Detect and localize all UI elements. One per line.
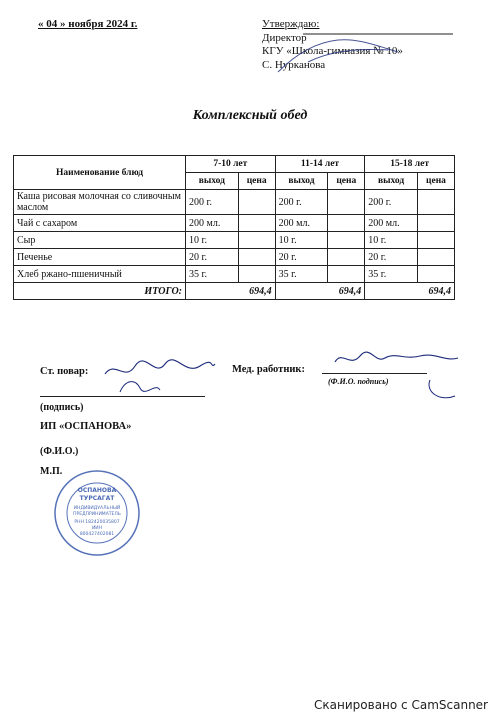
cell-output: 200 г. — [186, 190, 239, 215]
sub-header-price: цена — [238, 173, 275, 190]
total-row — [14, 283, 455, 300]
column-header-age: 15-18 лет — [365, 156, 455, 173]
cook-signature — [100, 352, 220, 397]
cell-price — [328, 215, 365, 232]
cell-output: 20 г. — [275, 249, 328, 266]
cell-price — [417, 190, 454, 215]
table-row — [14, 249, 455, 266]
document-date: « 04 » ноября 2024 г. — [38, 18, 138, 30]
cell-output: 200 мл. — [365, 215, 418, 232]
total-value: 694,4 — [186, 283, 276, 300]
cell-output: 200 мл. — [186, 215, 239, 232]
document-title: Комплексный обед — [192, 108, 308, 123]
cell-price — [328, 266, 365, 283]
cell-price — [417, 266, 454, 283]
approve-line: КГУ «Школа-гимназия № 10» — [262, 45, 403, 57]
cell-price — [238, 215, 275, 232]
total-value: 694,4 — [365, 283, 455, 300]
approve-line: Утверждаю: — [262, 18, 320, 30]
cell-price — [328, 249, 365, 266]
stamp-line: ИИН — [91, 526, 103, 531]
column-header-age: 11-14 лет — [275, 156, 365, 173]
stamp-line: РНН 182420035807 — [74, 520, 120, 525]
cell-price — [238, 190, 275, 215]
dish-name: Хлеб ржано-пшеничный — [14, 266, 186, 283]
cell-price — [417, 215, 454, 232]
sub-header-output: выход — [365, 173, 418, 190]
sub-header-output: выход — [186, 173, 239, 190]
column-header-name: Наименование блюд — [14, 156, 186, 190]
cell-price — [238, 249, 275, 266]
cell-output: 35 г. — [186, 266, 239, 283]
total-label: ИТОГО: — [14, 283, 186, 300]
cell-output: 20 г. — [186, 249, 239, 266]
cell-price — [328, 190, 365, 215]
cell-price — [417, 249, 454, 266]
cook-label: Ст. повар: — [40, 366, 89, 377]
company-stamp — [52, 468, 142, 558]
cell-price — [328, 232, 365, 249]
stamp-line: ПРЕДПРИНИМАТЕЛЬ — [73, 512, 121, 517]
column-header-age: 7-10 лет — [186, 156, 276, 173]
approve-line: С. Нурканова — [262, 58, 326, 71]
total-value: 694,4 — [275, 283, 365, 300]
scanner-watermark: Сканировано с CamScanner — [314, 698, 488, 712]
stamp-line: ТУРСАГАТ — [79, 495, 115, 502]
director-signature — [268, 22, 458, 82]
dish-name: Каша рисовая молочная со сливочным маслом — [14, 190, 186, 215]
sub-header-price: цена — [328, 173, 365, 190]
table-row — [14, 215, 455, 232]
table-row — [14, 190, 455, 215]
cell-output: 35 г. — [365, 266, 418, 283]
stamp-line: ИНДИВИДУАЛЬНЫЙ — [73, 506, 121, 511]
cell-output: 200 г. — [365, 190, 418, 215]
cell-output: 10 г. — [186, 232, 239, 249]
cell-output: 200 г. — [275, 190, 328, 215]
dish-name: Чай с сахаром — [14, 215, 186, 232]
stamp-line: ОСПАНОВА — [77, 487, 117, 494]
medic-label: Мед. работник: — [232, 364, 305, 375]
cell-price — [238, 266, 275, 283]
approve-line: Директор — [262, 31, 307, 44]
stamp-line: 800427402081 — [79, 532, 115, 537]
cook-signature-caption: (подпись) — [40, 402, 84, 413]
cell-price — [417, 232, 454, 249]
fio-caption: (Ф.И.О.) — [40, 446, 79, 457]
cell-output: 200 мл. — [275, 215, 328, 232]
dish-name: Сыр — [14, 232, 186, 249]
cell-price — [238, 232, 275, 249]
cell-output: 35 г. — [275, 266, 328, 283]
table-row — [14, 232, 455, 249]
seal-place-label: М.П. — [40, 466, 63, 477]
entrepreneur-name: ИП «ОСПАНОВА» — [40, 421, 132, 432]
table-row — [14, 266, 455, 283]
sub-header-price: цена — [417, 173, 454, 190]
sub-header-output: выход — [275, 173, 328, 190]
medic-signature-caption: (Ф.И.О. подпись) — [328, 377, 389, 386]
medic-signature — [330, 340, 460, 410]
dish-name: Печенье — [14, 249, 186, 266]
cell-output: 10 г. — [275, 232, 328, 249]
cell-output: 20 г. — [365, 249, 418, 266]
menu-table — [13, 155, 455, 300]
cell-output: 10 г. — [365, 232, 418, 249]
